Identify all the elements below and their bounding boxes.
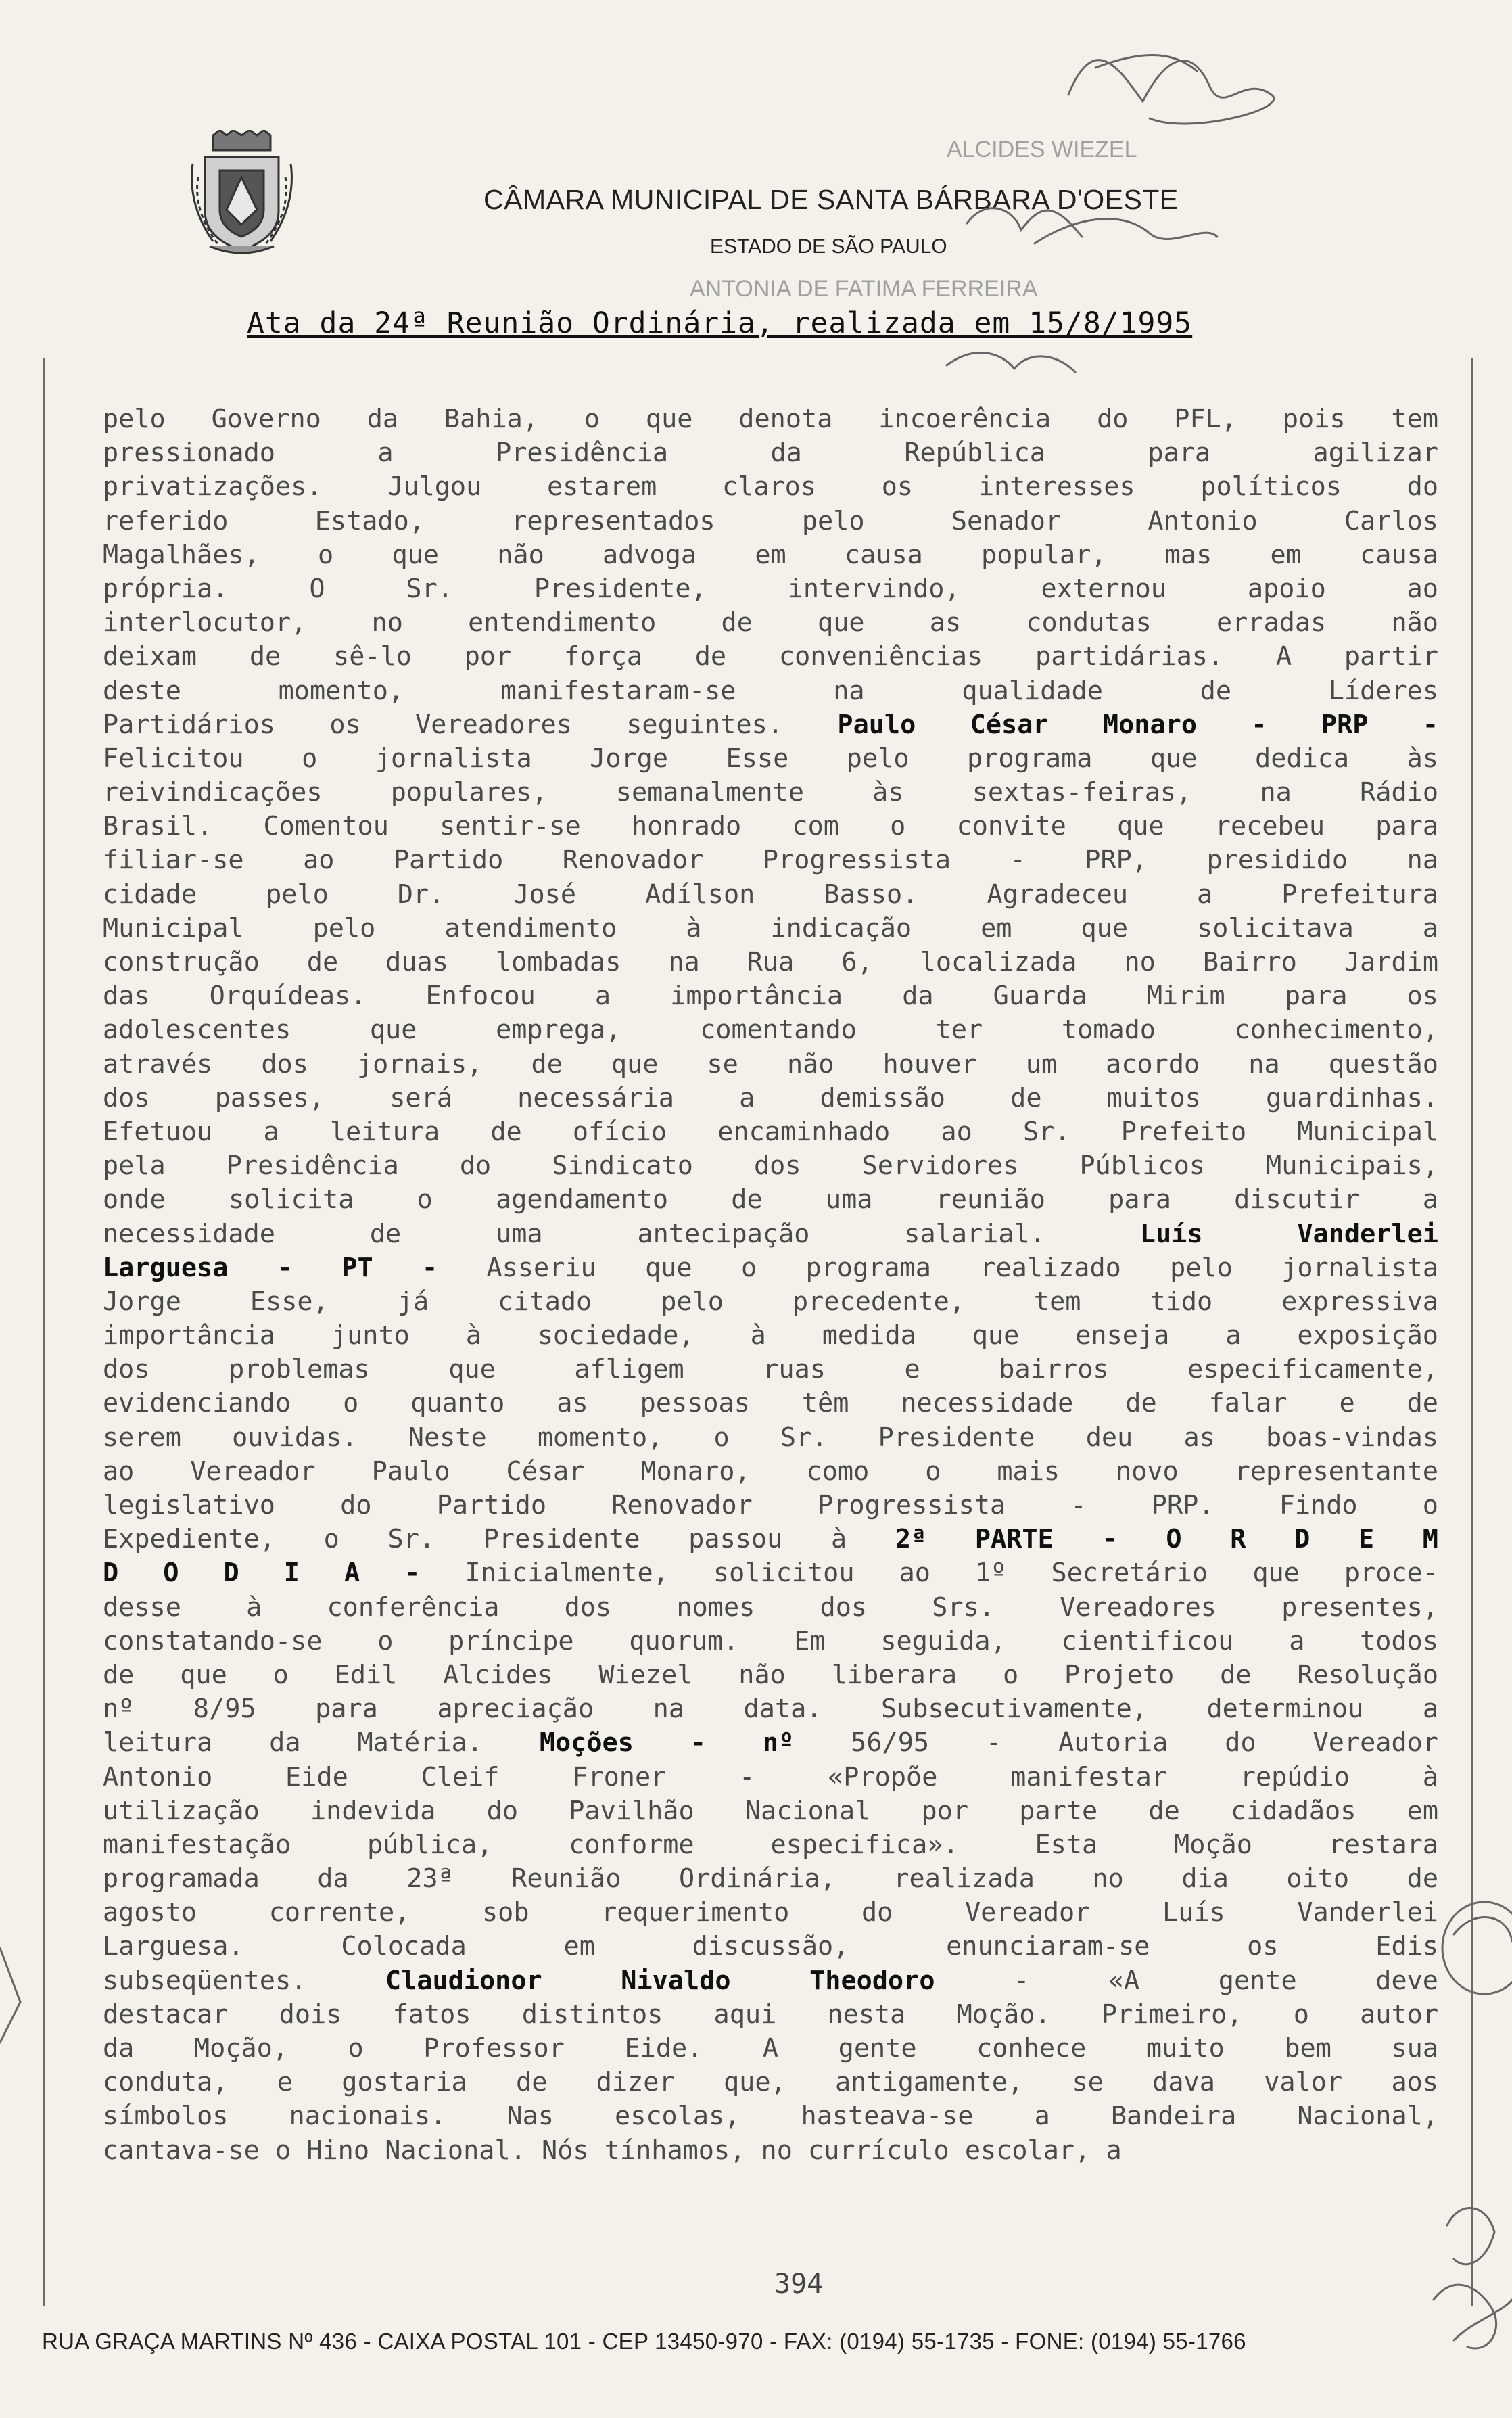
bold-segment: Paulo César Monaro - PRP - <box>837 709 1438 740</box>
text-line <box>103 402 1438 436</box>
text-segment: de que o Edil Alcides Wiezel não liberara o Projeto de Resolução <box>103 1659 1438 1690</box>
text-segment: necessidade de uma antecipação salarial. <box>103 1218 1140 1249</box>
text-segment: legislativo do Partido Renovador Progressista - PRP. Findo o <box>103 1490 1438 1520</box>
text-segment: Magalhães, o que não advoga em causa popular, mas em causa <box>103 539 1438 570</box>
text-segment: manifestação pública, conforme especifica». Esta Moção restara <box>103 1829 1438 1860</box>
text-segment: própria. O Sr. Presidente, intervindo, externou apoio ao <box>103 573 1438 604</box>
text-line <box>103 1115 1438 1149</box>
text-segment: Brasil. Comentou sentir-se honrado com o convite que recebeu para <box>103 811 1438 842</box>
text-segment: Jorge Esse, já citado pelo precedente, tem tido expressiva <box>103 1286 1438 1317</box>
text-line <box>103 1591 1438 1625</box>
text-line <box>103 606 1438 640</box>
text-line <box>103 2099 1438 2133</box>
text-segment: subseqüentes. <box>103 1965 385 1996</box>
left-margin-rule <box>43 358 45 2306</box>
text-line <box>103 1522 1438 1556</box>
text-line <box>103 1353 1438 1387</box>
page-number: 394 <box>774 2269 824 2300</box>
text-segment: ao Vereador Paulo César Monaro, como o mais novo representante <box>103 1456 1438 1487</box>
bold-segment: 2ª PARTE - O R D E M <box>895 1524 1438 1555</box>
text-segment: utilização indevida do Pavilhão Nacional por parte de cidadãos em <box>103 1795 1438 1826</box>
text-segment: agosto corrente, sob requerimento do Vereador Luís Vanderlei <box>103 1897 1438 1928</box>
text-segment: - «A gente deve <box>935 1965 1438 1996</box>
text-line <box>103 436 1438 470</box>
text-segment: Inicialmente, solicitou ao 1º Secretário que proce- <box>420 1558 1438 1589</box>
org-name: CÂMARA MUNICIPAL DE SANTA BÁRBARA D'OESTE <box>483 184 1179 215</box>
text-segment: leitura da Matéria. <box>103 1727 540 1759</box>
text-segment: pressionado a Presidência da República para agilizar <box>103 438 1438 469</box>
text-segment: pelo Governo da Bahia, o que denota incoerência do PFL, pois tem <box>103 404 1438 434</box>
text-segment: símbolos nacionais. Nas escolas, hasteava-se a Bandeira Nacional, <box>103 2101 1438 2132</box>
text-segment: constatando-se o príncipe quorum. Em seguida, cientificou a todos <box>103 1625 1438 1656</box>
text-line <box>103 538 1438 572</box>
text-segment: das Orquídeas. Enfocou a importância da Guarda Mirim para os <box>103 981 1438 1012</box>
text-segment: dos problemas que afligem ruas e bairros especificamente, <box>103 1354 1438 1385</box>
text-line <box>103 1862 1438 1896</box>
text-line <box>103 878 1438 912</box>
text-segment: Efetuou a leitura de ofício encaminhado ao Sr. Prefeito Municipal <box>103 1116 1438 1147</box>
text-line <box>103 1013 1438 1047</box>
text-line <box>103 1625 1438 1658</box>
text-segment: filiar-se ao Partido Renovador Progressista - PRP, presidido na <box>103 845 1438 876</box>
text-line <box>103 640 1438 674</box>
text-line <box>103 1183 1438 1217</box>
text-segment: serem ouvidas. Neste momento, o Sr. Presidente deu as boas-vindas <box>103 1422 1438 1453</box>
text-line <box>103 1149 1438 1183</box>
minutes-body-text <box>103 402 1438 2168</box>
text-line <box>103 1489 1438 1522</box>
text-segment: construção de duas lombadas na Rua 6, localizada no Bairro Jardim <box>103 947 1438 977</box>
text-segment: deste momento, manifestaram-se na qualidade de Líderes <box>103 675 1438 706</box>
text-segment: Municipal pelo atendimento à indicação em que solicitava a <box>103 912 1438 944</box>
org-state: ESTADO DE SÃO PAULO <box>710 235 947 258</box>
text-segment: destacar dois fatos distintos aqui nesta Moção. Primeiro, o autor <box>103 1999 1438 2030</box>
text-segment: cidade pelo Dr. José Adílson Basso. Agradeceu a Prefeitura <box>103 879 1438 910</box>
text-segment: referido Estado, representados pelo Senador Antonio Carlos <box>103 505 1438 536</box>
text-line <box>103 2134 1438 2168</box>
text-segment: adolescentes que emprega, comentando ter tomado conhecimento, <box>103 1015 1438 1046</box>
text-segment: Partidários os Vereadores seguintes. <box>103 709 838 740</box>
text-line <box>103 708 1438 742</box>
text-segment: Felicitou o jornalista Jorge Esse pelo programa que dedica às <box>103 743 1438 774</box>
text-segment: onde solicita o agendamento de uma reunião para discutir a <box>103 1184 1438 1215</box>
bold-segment: D O D I A - <box>103 1558 421 1589</box>
text-line <box>103 1692 1438 1726</box>
text-segment: da Moção, o Professor Eide. A gente conhece muito bem sua <box>103 2033 1438 2064</box>
text-segment: Asseriu que o programa realizado pelo jornalista <box>438 1252 1438 1283</box>
text-segment: privatizações. Julgou estarem claros os interesses políticos do <box>103 471 1438 503</box>
text-line <box>103 1761 1438 1794</box>
text-segment: dos passes, será necessária a demissão de muitos guardinhas. <box>103 1082 1438 1113</box>
text-line <box>103 1896 1438 1930</box>
text-segment: através dos jornais, de que se não houver um acordo na questão <box>103 1048 1438 1079</box>
text-segment: Expediente, o Sr. Presidente passou à <box>103 1524 895 1555</box>
text-line <box>103 1794 1438 1828</box>
text-line <box>103 1998 1438 2032</box>
text-line <box>103 1658 1438 1692</box>
text-segment: pela Presidência do Sindicato dos Servidores Públicos Municipais, <box>103 1150 1438 1182</box>
signature-name-1: ALCIDES WIEZEL <box>947 137 1137 162</box>
text-segment: programada da 23ª Reunião Ordinária, realizada no dia oito de <box>103 1863 1438 1894</box>
text-segment: 56/95 - Autoria do Vereador <box>794 1727 1438 1759</box>
text-line <box>103 2066 1438 2099</box>
text-segment: Larguesa. Colocada em discussão, enunciaram-se os Edis <box>103 1931 1438 1962</box>
text-segment: conduta, e gostaria de dizer que, antigamente, se dava valor aos <box>103 2067 1438 2098</box>
text-segment: evidenciando o quanto as pessoas têm necessidade de falar e de <box>103 1388 1438 1419</box>
text-line <box>103 1421 1438 1455</box>
bold-segment: Claudionor Nivaldo Theodoro <box>385 1965 935 1996</box>
text-line <box>103 1319 1438 1353</box>
text-line <box>103 505 1438 538</box>
text-segment: nº 8/95 para apreciação na data. Subsecutivamente, determinou a <box>103 1694 1438 1725</box>
text-line <box>103 1048 1438 1082</box>
text-line <box>103 1285 1438 1319</box>
text-line <box>103 572 1438 606</box>
text-line <box>103 1556 1438 1590</box>
text-line <box>103 776 1438 810</box>
bold-segment: Moções - nº <box>539 1727 795 1759</box>
text-line <box>103 2032 1438 2066</box>
text-line <box>103 810 1438 843</box>
text-line <box>103 1930 1438 1963</box>
text-segment: importância junto à sociedade, à medida que enseja a exposição <box>103 1320 1438 1351</box>
signature-name-2: ANTONIA DE FATIMA FERREIRA <box>690 276 1038 302</box>
bold-segment: Luís Vanderlei <box>1139 1218 1438 1249</box>
text-line <box>103 946 1438 979</box>
text-segment: reivindicações populares, semanalmente às sextas-feiras, na Rádio <box>103 777 1438 808</box>
text-line <box>103 1217 1438 1251</box>
text-line <box>103 1455 1438 1489</box>
text-segment: Antonio Eide Cleif Froner - «Propõe manifestar repúdio à <box>103 1761 1438 1792</box>
text-segment: cantava-se o Hino Nacional. Nós tínhamos, no currículo escolar, a <box>103 2135 1122 2166</box>
text-segment: interlocutor, no entendimento de que as condutas erradas não <box>103 607 1438 638</box>
text-line <box>103 674 1438 708</box>
text-line <box>103 912 1438 946</box>
bold-segment: Larguesa - PT - <box>103 1252 438 1283</box>
document-title: Ata da 24ª Reunião Ordinária, realizada em 15/8/1995 <box>247 306 1193 340</box>
text-line <box>103 1726 1438 1760</box>
text-line <box>103 1251 1438 1285</box>
text-line <box>103 742 1438 776</box>
coat-of-arms-icon <box>186 130 298 258</box>
text-line <box>103 979 1438 1013</box>
text-line <box>103 1387 1438 1420</box>
right-margin-rule <box>1471 358 1473 2306</box>
text-line <box>103 470 1438 504</box>
text-line <box>103 843 1438 877</box>
text-segment: deixam de sê-lo por força de conveniências partidárias. A partir <box>103 641 1438 672</box>
text-line <box>103 1082 1438 1115</box>
text-line <box>103 1964 1438 1998</box>
footer-address: RUA GRAÇA MARTINS Nº 436 - CAIXA POSTAL 101 - CEP 13450-970 - FAX: (0194) 55-1735 - FONE: (0194) 55-1766 <box>42 2329 1246 2354</box>
text-segment: desse à conferência dos nomes dos Srs. Vereadores presentes, <box>103 1591 1438 1623</box>
text-line <box>103 1828 1438 1862</box>
